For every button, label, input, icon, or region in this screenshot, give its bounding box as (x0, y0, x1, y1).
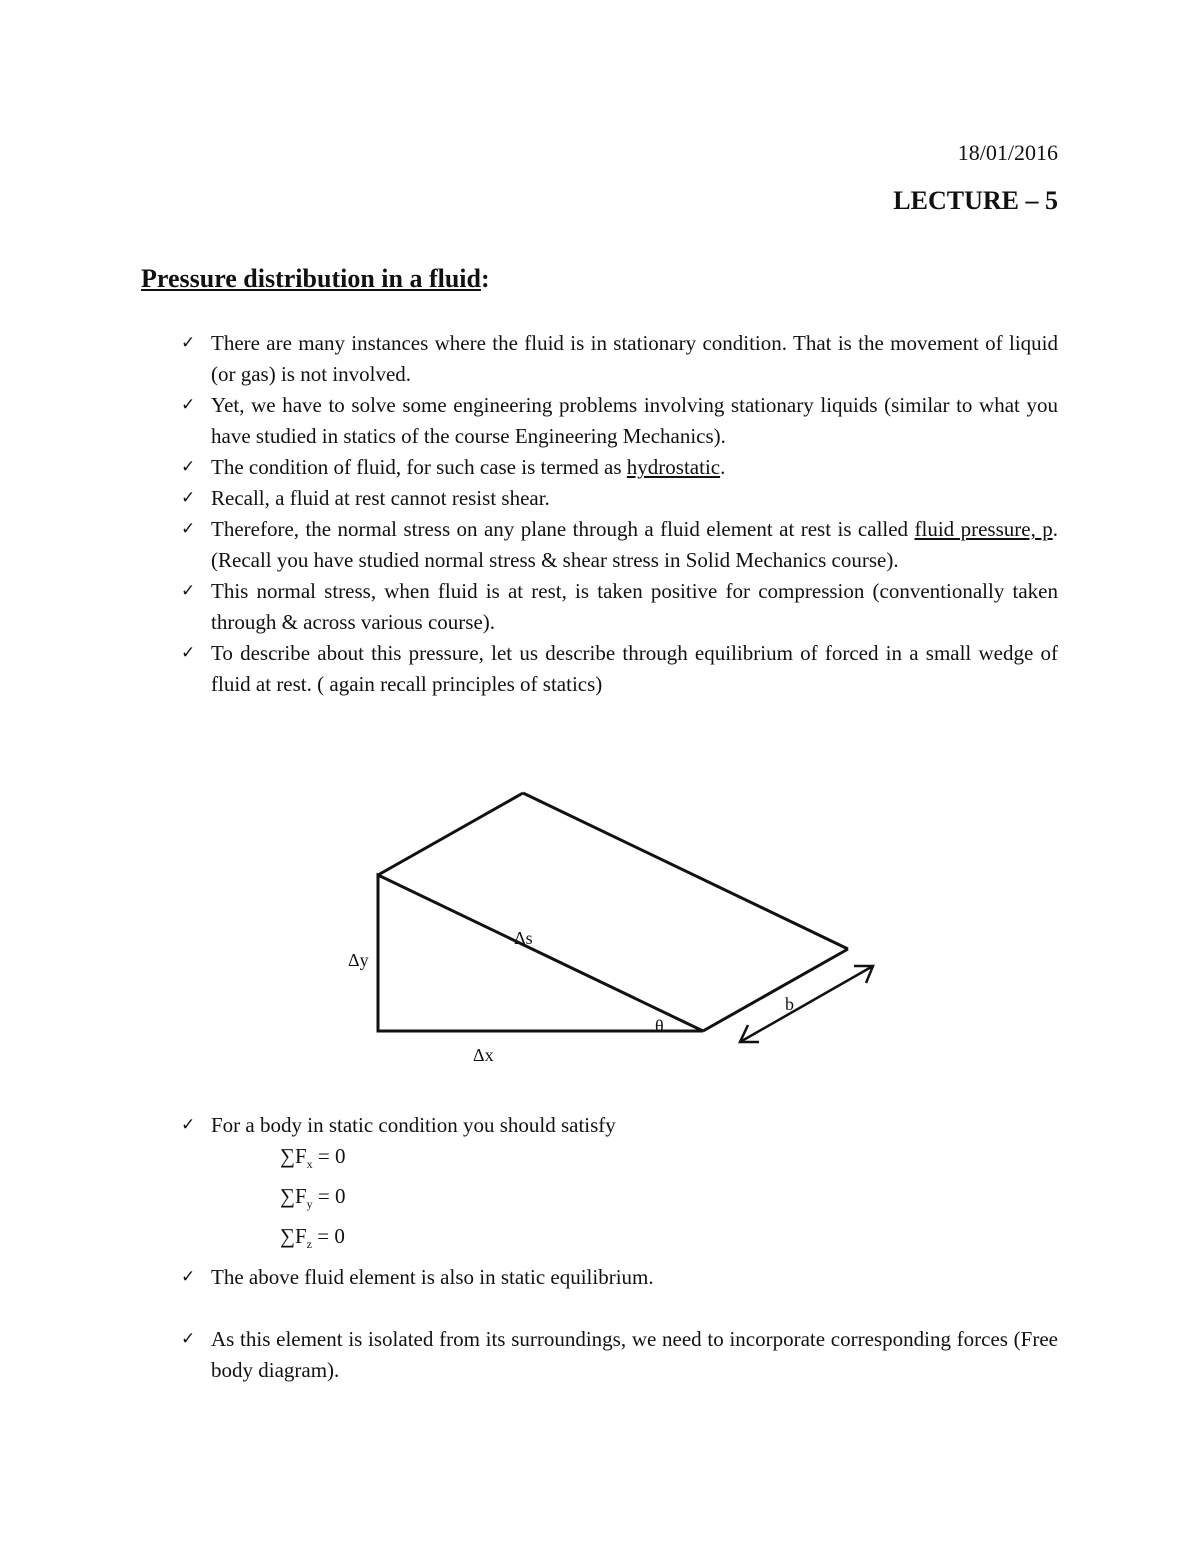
term-fluid-pressure: fluid pressure, p (914, 517, 1053, 541)
equation-rhs: = 0 (311, 1224, 345, 1248)
label-b: b (785, 994, 794, 1014)
section-heading-colon: : (481, 264, 490, 293)
bullet-list-static (0, 1110, 1200, 1141)
bullet-text-after: . (Recall you have studied normal stress & shear stress in Solid Mechanics course). (211, 517, 1058, 572)
bullet-list-free-body (0, 1324, 1200, 1386)
equation-subscript: y (306, 1197, 313, 1212)
wedge-bottom-edge (703, 949, 848, 1031)
dimension-arrow-b (740, 966, 873, 1042)
sum-symbol: ∑F (280, 1184, 307, 1208)
equation-rhs: = 0 (312, 1184, 346, 1208)
bullet-text: As this element is isolated from its surroundings, we need to incorporate corresponding forces (Free body diagram). (211, 1327, 1058, 1382)
equation-rhs: = 0 (312, 1144, 346, 1168)
check-icon: ✓ (181, 1115, 196, 1135)
check-icon: ✓ (181, 488, 196, 508)
check-icon: ✓ (181, 519, 196, 539)
wedge-top-edge (378, 793, 523, 875)
label-delta-s: Δs (514, 928, 533, 948)
bullet-text-before: Therefore, the normal stress on any plane through a fluid element at rest is called (211, 517, 915, 541)
wedge-front-face (378, 875, 703, 1031)
label-delta-y: Δy (348, 950, 369, 970)
sum-symbol: ∑F (280, 1144, 307, 1168)
bullet-text-before: The condition of fluid, for such case is termed as (211, 455, 627, 479)
bullet-text: Yet, we have to solve some engineering problems involving stationary liquids (similar to what you have studied in statics of the course Engineering Mechanics). (211, 393, 1058, 448)
bullet-text: The above fluid element is also in static equilibrium. (211, 1265, 654, 1289)
bullet-item (0, 1262, 1200, 1293)
bullet-item (0, 1324, 1200, 1386)
bullet-text: To describe about this pressure, let us describe through equilibrium of forced in a small wedge of fluid at rest. ( again recall principles of statics) (211, 641, 1058, 696)
bullet-text: This normal stress, when fluid is at rest, is taken positive for compression (conventionally taken through & across various course). (211, 579, 1058, 634)
equation-subscript: x (306, 1157, 313, 1172)
check-icon: ✓ (181, 643, 196, 663)
equation-subscript: z (306, 1237, 312, 1252)
check-icon: ✓ (181, 395, 196, 415)
bullet-list-equilibrium (0, 1262, 1200, 1293)
check-icon: ✓ (181, 1329, 196, 1349)
lecture-date: 18/01/2016 (957, 140, 1058, 165)
term-hydrostatic: hydrostatic (626, 455, 721, 479)
check-icon: ✓ (181, 581, 196, 601)
label-theta: θ (655, 1016, 664, 1036)
equation-sum-fx (280, 1144, 346, 1172)
lecture-number: LECTURE – 5 (893, 186, 1058, 215)
bullet-text: Recall, a fluid at rest cannot resist shear. (211, 486, 550, 510)
bullet-text-after: . (720, 455, 726, 479)
equation-sum-fz (280, 1224, 345, 1252)
check-icon: ✓ (181, 457, 196, 477)
wedge-back-slope-edge (523, 793, 848, 949)
bullet-item (0, 1110, 1200, 1141)
label-delta-x: Δx (473, 1045, 494, 1065)
check-icon: ✓ (181, 333, 196, 353)
check-icon: ✓ (181, 1267, 196, 1287)
bullet-text: For a body in static condition you should satisfy (211, 1113, 616, 1137)
section-heading-text: Pressure distribution in a fluid (141, 264, 481, 293)
sum-symbol: ∑F (280, 1224, 307, 1248)
bullet-text: There are many instances where the fluid is in stationary condition. That is the movement of liquid (or gas) is not involved. (211, 331, 1058, 386)
equation-sum-fy (280, 1184, 346, 1212)
